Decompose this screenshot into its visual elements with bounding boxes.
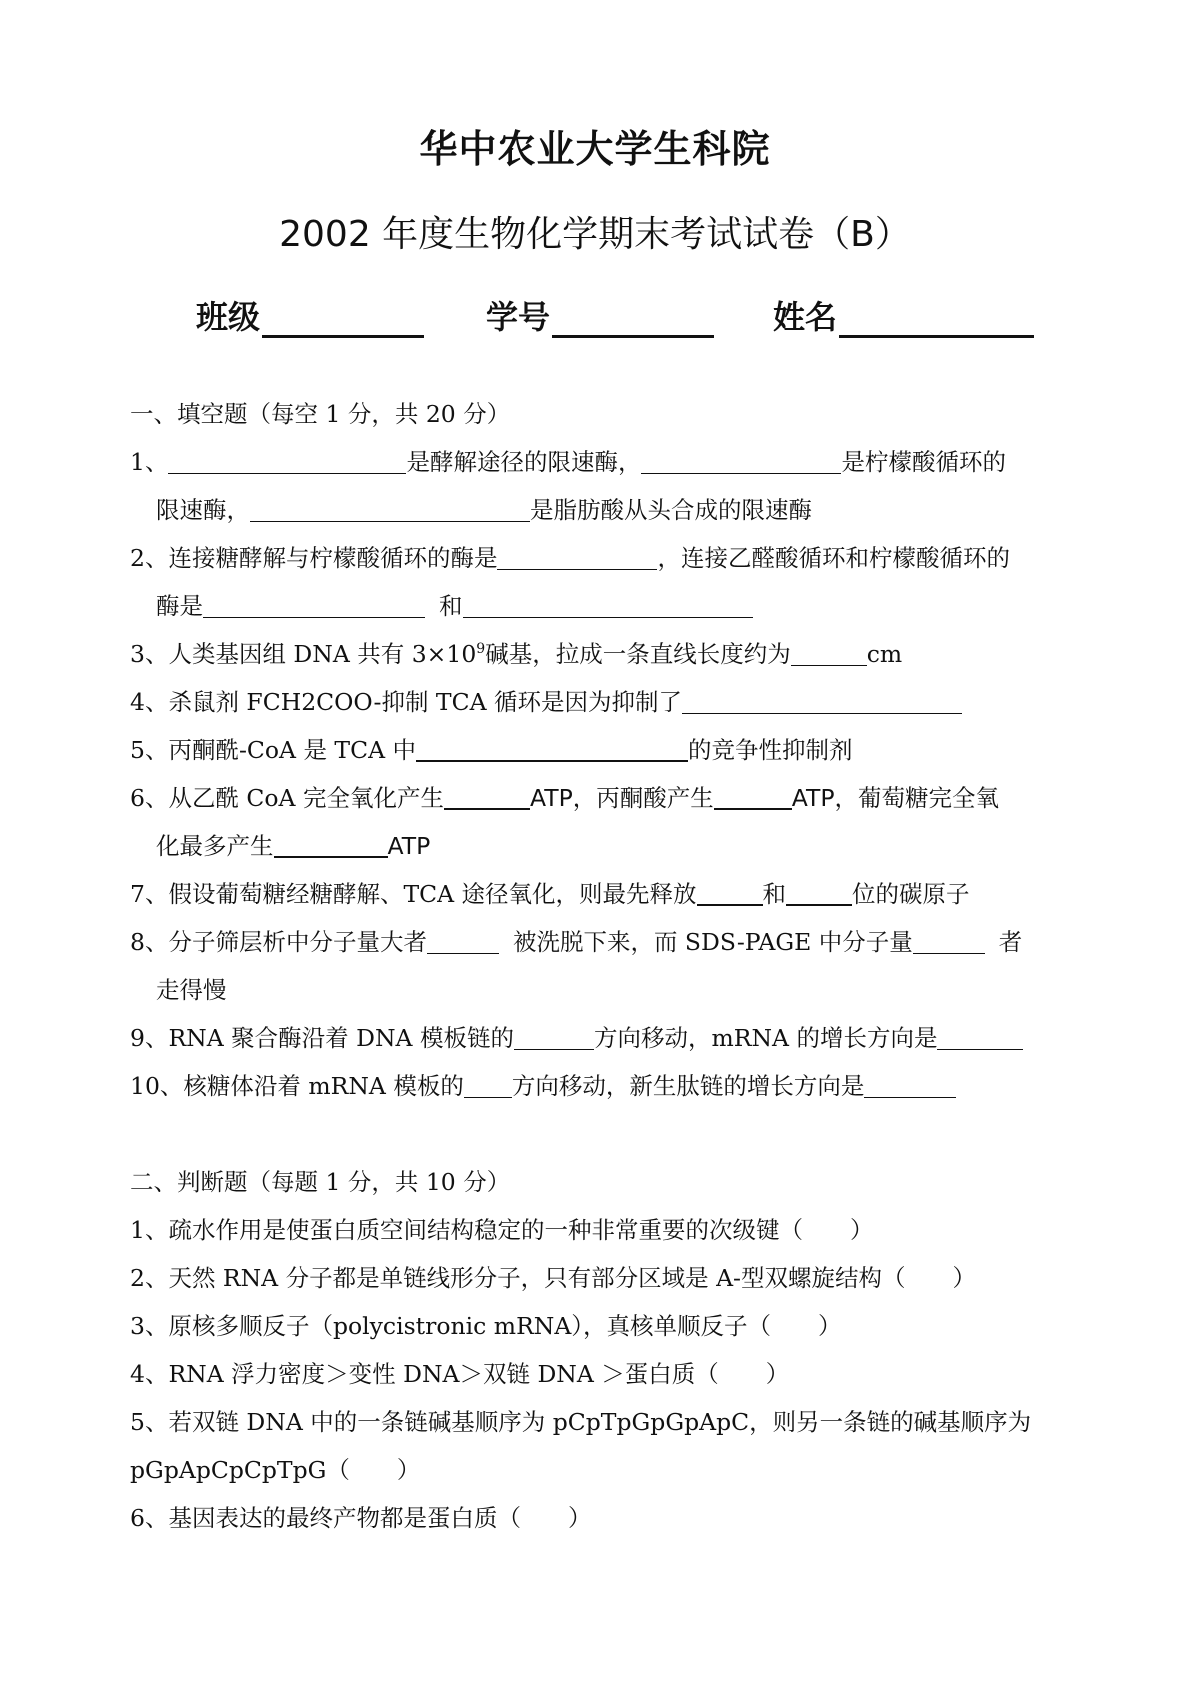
judge-q4: 4、RNA 浮力密度＞变性 DNA＞双链 DNA ＞蛋白质（ ）: [130, 1360, 790, 1388]
fill-q7: [130, 870, 1065, 918]
fill-q9-text-a: 9、RNA 聚合酶沿着 DNA 模板链的: [130, 1024, 514, 1052]
name-blank[interactable]: [839, 301, 1034, 338]
fill-q8-text-b: 被洗脱下来，而 SDS-PAGE 中分子量: [512, 928, 913, 956]
fill-q1-blank-1[interactable]: [168, 443, 406, 474]
judge-q3: 3、原核多顺反子（polycistronic mRNA），真核单顺反子（ ）: [130, 1312, 842, 1340]
fill-q7-text-c: 位的碳原子: [852, 880, 970, 908]
fill-q6-text-c: ATP，葡萄糖完全氧: [791, 784, 1000, 812]
exam-content: [130, 390, 1065, 1542]
fill-q8-line2: [130, 966, 1065, 1014]
fill-q2-blank-3[interactable]: [463, 587, 753, 618]
fill-q2-line1: [130, 534, 1065, 582]
fill-q3-text-a: 3、人类基因组 DNA 共有 3×10: [130, 640, 477, 668]
fill-q8-blank-1[interactable]: [427, 923, 499, 954]
fill-q10-blank-2[interactable]: [864, 1067, 956, 1098]
fill-q1-blank-3[interactable]: [250, 491, 530, 522]
fill-q9-blank-1[interactable]: [514, 1019, 594, 1050]
class-label: 班级: [196, 298, 261, 336]
fill-q7-blank-1[interactable]: [697, 874, 763, 906]
fill-q2-text-c: 酶是: [156, 592, 203, 620]
fill-q1-line1: [130, 438, 1065, 486]
fill-section-heading: 一、填空题（每空 1 分，共 20 分）: [130, 400, 511, 428]
class-blank[interactable]: [262, 301, 424, 338]
fill-q7-text-b: 和: [762, 880, 787, 908]
judge-q6: 6、基因表达的最终产物都是蛋白质（ ）: [130, 1504, 592, 1532]
fill-q10: [130, 1062, 1065, 1110]
fill-q10-text-b: 方向移动，新生肽链的增长方向是: [511, 1072, 865, 1100]
fill-q4-text: 4、杀鼠剂 FCH2COO-抑制 TCA 循环是因为抑制了: [130, 688, 683, 716]
fill-q2-text-d: 和: [439, 592, 463, 620]
fill-q8-text-c: 者: [998, 928, 1023, 956]
fill-q3: [130, 630, 1065, 678]
fill-q6-blank-1[interactable]: [444, 778, 530, 810]
fill-q6-blank-2[interactable]: [714, 778, 792, 810]
judge-q2: 2、天然 RNA 分子都是单链线形分子，只有部分区域是 A-型双螺旋结构（ ）: [130, 1264, 976, 1292]
fill-q3-blank[interactable]: [791, 635, 867, 666]
fill-q1-text-a: 是酵解途径的限速酶，: [406, 448, 642, 476]
student-id-label: 学号: [486, 298, 551, 336]
fill-q5: [130, 726, 1065, 774]
fill-q9-blank-2[interactable]: [937, 1019, 1023, 1050]
judge-q1: 1、疏水作用是使蛋白质空间结构稳定的一种非常重要的次级键（ ）: [130, 1216, 874, 1244]
fill-q8-text-d: 走得慢: [156, 976, 227, 1004]
fill-q6-blank-3[interactable]: [274, 826, 388, 858]
judge-q5-line2: pGpApCpCpTpG（ ）: [130, 1456, 421, 1484]
fill-q8-blank-2[interactable]: [913, 923, 985, 954]
fill-q6-text-e: ATP: [387, 832, 431, 860]
fill-q8-line1: [130, 918, 1065, 966]
fill-q1-blank-2[interactable]: [641, 443, 841, 474]
student-id-blank[interactable]: [552, 301, 714, 338]
fill-q2-blank-1[interactable]: [497, 539, 657, 570]
fill-q6-line1: [130, 774, 1065, 822]
fill-q1-number: 1、: [130, 448, 169, 476]
fill-q8-text-a: 8、分子筛层析中分子量大者: [130, 928, 427, 956]
fill-q4: [130, 678, 1065, 726]
judge-section-heading: 二、判断题（每题 1 分，共 10 分）: [130, 1168, 511, 1196]
fill-q3-unit: cm: [866, 640, 903, 668]
student-id-field: [486, 292, 714, 338]
fill-q5-text-b: 的竞争性抑制剂: [688, 736, 853, 764]
section-gap: [130, 1110, 1065, 1158]
fill-q6-text-d: 化最多产生: [156, 832, 274, 860]
fill-q1-text-c: 限速酶，: [156, 496, 250, 524]
fill-q10-text-a: 10、核糖体沿着 mRNA 模板的: [130, 1072, 464, 1100]
school-title: 华中农业大学生科院: [419, 127, 771, 171]
fill-q7-text-a: 7、假设葡萄糖经糖酵解、TCA 途径氧化，则最先释放: [130, 880, 697, 908]
fill-q10-blank-1[interactable]: [464, 1067, 512, 1098]
fill-q2-line2: [130, 582, 1065, 630]
fill-q7-blank-2[interactable]: [786, 874, 852, 906]
fill-q2-blank-2[interactable]: [203, 587, 425, 618]
judge-q5-line1: 5、若双链 DNA 中的一条链碱基顺序为 pCpTpGpGpApC，则另一条链的碱基顺序为: [130, 1408, 1032, 1436]
fill-q3-exponent: 9: [476, 641, 486, 658]
name-label: 姓名: [773, 298, 838, 336]
fill-q1-text-d: 是脂肪酸从头合成的限速酶: [530, 496, 812, 524]
fill-q1-text-b: 是柠檬酸循环的: [841, 448, 1006, 476]
fill-q2-text-a: 2、连接糖酵解与柠檬酸循环的酶是: [130, 544, 498, 572]
fill-q9: [130, 1014, 1065, 1062]
fill-q1-line2: [130, 486, 1065, 534]
fill-q4-blank[interactable]: [682, 683, 962, 714]
fill-q2-text-b: ，连接乙醛酸循环和柠檬酸循环的: [657, 544, 1010, 572]
fill-q9-text-b: 方向移动，mRNA 的增长方向是: [593, 1024, 938, 1052]
fill-q3-text-b: 碱基，拉成一条直线长度约为: [485, 640, 791, 668]
fill-q6-text-a: 6、从乙酰 CoA 完全氧化产生: [130, 784, 444, 812]
fill-q5-blank[interactable]: [416, 730, 688, 762]
fill-q5-text-a: 5、丙酮酰-CoA 是 TCA 中: [130, 736, 417, 764]
exam-title: 2002 年度生物化学期末考试试卷（B）: [279, 214, 911, 255]
name-field: [773, 292, 1034, 338]
class-field: [196, 292, 424, 338]
fill-q6-line2: [130, 822, 1065, 870]
fill-q6-text-b: ATP，丙酮酸产生: [530, 784, 714, 812]
